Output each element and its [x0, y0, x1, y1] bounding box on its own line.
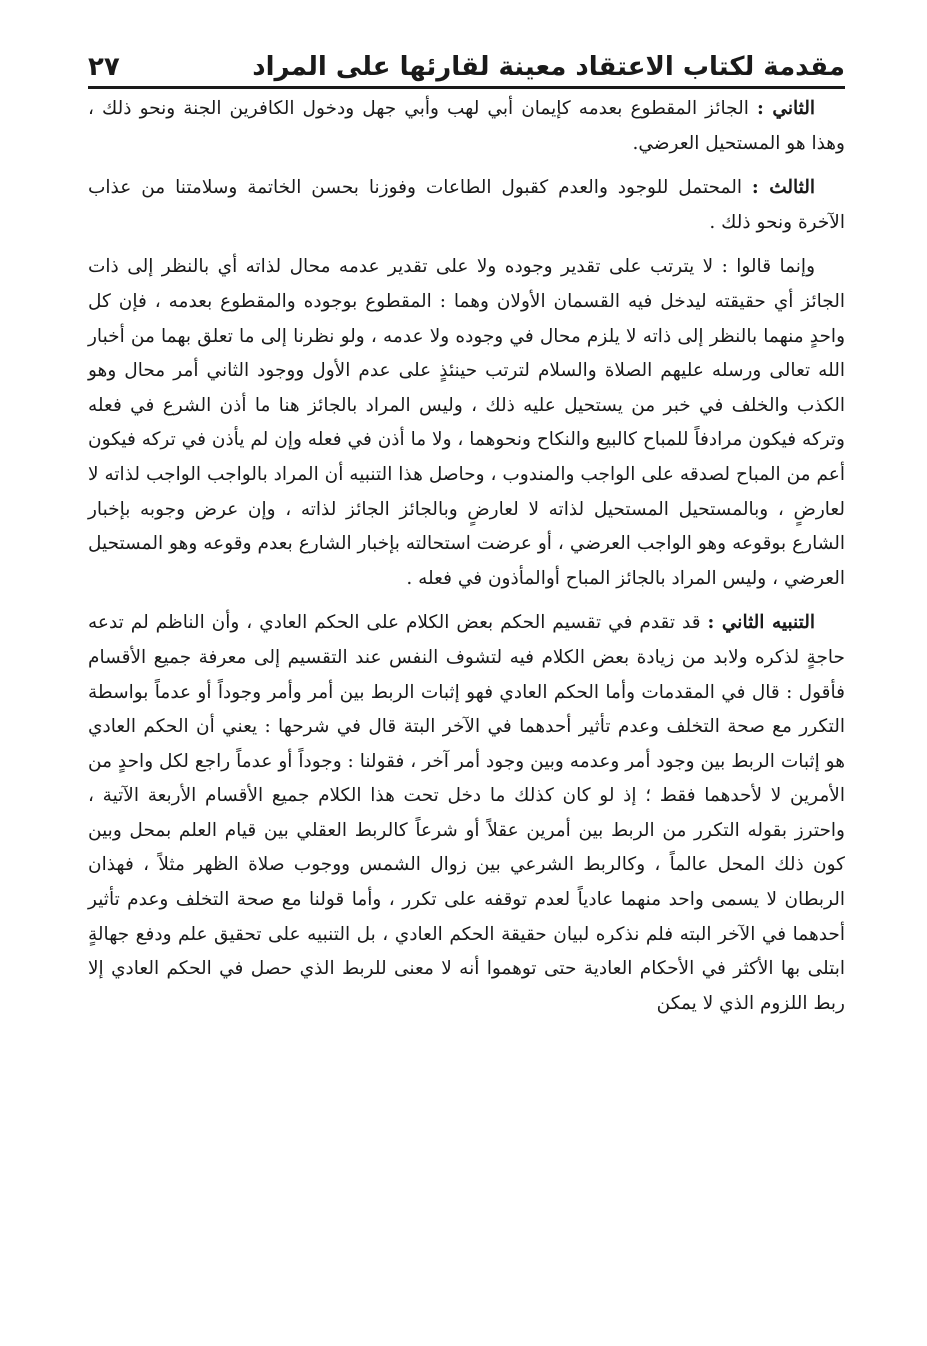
paragraph-lead: الثالث :: [751, 177, 815, 199]
paragraph-second-type: [88, 92, 845, 161]
paragraph-third-type: [88, 171, 845, 240]
body-text: [88, 92, 845, 1021]
paragraph-text: الجائز المقطوع بعدمه كإيمان أبي لهب وأبي جهل ودخول الكافرين الجنة ونحو ذلك ، وهذا هو المستحيل العرضي.: [88, 98, 845, 154]
paragraph-lead: التنبيه الثاني :: [707, 612, 815, 634]
paragraph-lead: الثاني :: [756, 98, 815, 119]
page-number: ٢٧: [88, 52, 120, 82]
header-title: مقدمة لكتاب الاعتقاد معينة لقارئها على المراد: [252, 52, 845, 82]
paragraph-text: المحتمل للوجود والعدم كقبول الطاعات وفوزنا بحسن الخاتمة وسلامتنا من عذاب الآخرة ونحو ذلك .: [88, 177, 845, 233]
paragraph-explanation: [88, 250, 845, 596]
paragraph-text: وإنما قالوا : لا يترتب على تقدير وجوده ولا على تقدير عدمه محال لذاته أي بالنظر إلى ذات الجائز أي حقيقته ليدخل فيه القسمان الأولان وهما : المقطوع بوجوده والمقطوع بعدمه ، فإن كل واحدٍ منهما بالنظر إلى ذاته لا يلزم محال في وجوده ولا عدمه ، ولو نظرنا إلى ما تعلق بهما من أخبار الله تعالى ورسله عليهم الصلاة والسلام لترتب حينئذٍ على عدم الأول ووجود الثاني أمر محال وهو الكذب والخلف في خبر من يستحيل عليه ذلك ، وليس المراد بالجائز هنا ما أذن الشرع في فعله وتركه فيكون مرادفاً للمباح كالبيع والنكاح ونحوهما ، ولا ما أذن في فعله وإن لم يأذن في تركه فيكون أعم من المباح لصدقه على الواجب والمندوب ، وحاصل هذا التنبيه أن المراد بالواجب الواجب لذاته لا لعارضٍ ، وبالمستحيل المستحيل لذاته لا لعارضٍ وبالجائز الجائز لذاته ، وإن عرض وجوبه بإخبار الشارع بوقوعه وهو الواجب العرضي ، أو عرضت استحالته بإخبار الشارع بعدم وقوعه وهو المستحيل العرضي ، وليس المراد بالجائز المباح أوالمأذون في فعله .: [88, 256, 845, 589]
paragraph-second-notice: [88, 606, 845, 1021]
running-header: [88, 38, 845, 89]
paragraph-text: قد تقدم في تقسيم الحكم بعض الكلام على الحكم العادي ، وأن الناظم لم تدعه حاجةٍ لذكره ولابد من زيادة بعض الكلام فيه لتشوف النفس عند التقسيم إلى معرفة جميع الأقسام فأقول : قال في المقدمات وأما الحكم العادي فهو إثبات الربط بين أمر وأمر وجوداً أو عدماً بواسطة التكرر مع صحة التخلف وعدم تأثير أحدهما في الآخر البتة قال في شرحها : يعني أن الحكم العادي هو إثبات الربط بين وجود أمر وعدمه وبين وجود أمر آخر ، فقولنا : وجوداً أو عدماً راجع لكل واحدٍ من الأمرين لا لأحدهما فقط ؛ إذ لو كان كذلك ما دخل تحت هذا الكلام جميع الأقسام الأربعة الآتية ، واحترز بقوله التكرر من الربط بين أمرين عقلاً أو شرعاً كالربط العقلي بين قيام العلم بمحل وبين كون ذلك المحل عالماً ، وكالربط الشرعي بين زوال الشمس ووجوب صلاة الظهر مثلاً ، فهذان الربطان لا يسمى واحد منهما عادياً لعدم توقفه على تكرر ، وأما قولنا مع صحة التخلف وعدم تأثير أحدهما في الآخر البته فلم نذكره لبيان حقيقة الحكم العادي ، بل التنبيه على تحقيق علم ودفع جهالةٍ ابتلى بها الأكثر في الأحكام العادية حتى توهموا أنه لا معنى للربط الذي حصل في الحكم العادي إلا ربط اللزوم الذي لا يمكن: [88, 612, 845, 1014]
